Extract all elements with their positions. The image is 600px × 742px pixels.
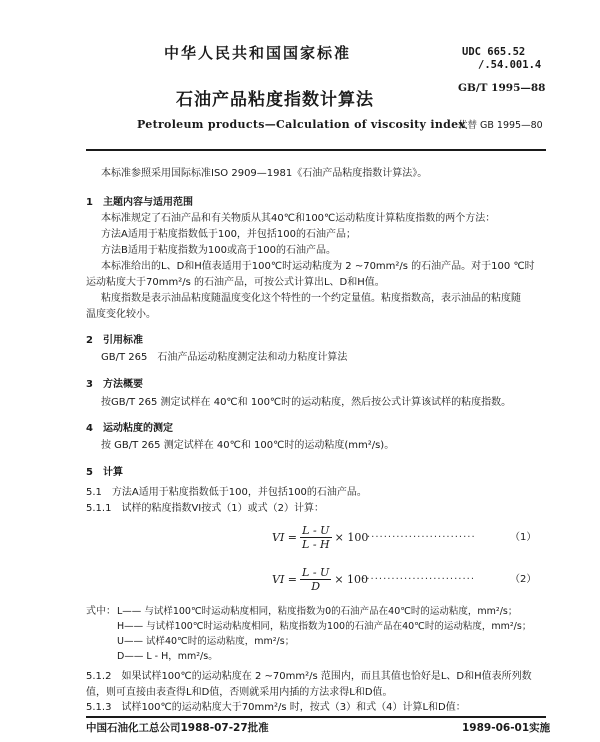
section-1-para-4b: 运动粘度大于70mm²/s 的石油产品，可按公式计算出L、D和H值。 — [86, 277, 385, 288]
subsection-5-1-2b: 值，则可直接由表查得L和D值，否则就采用内插的方法求得L和D值。 — [86, 687, 393, 698]
where-D: D—— L - H，mm²/s。 — [117, 651, 218, 662]
where-L: L—— 与试样100℃时运动粘度相同，粘度指数为0的石油产品在40℃时的运动粘度，mm²/s； — [117, 606, 518, 617]
formula-1-numerator: L - U — [300, 524, 332, 538]
replaces-standard: 代替 GB 1995—80 — [458, 120, 543, 131]
formula-2 — [272, 566, 368, 593]
section-1-heading: 1 主题内容与适用范围 — [86, 197, 193, 208]
section-3-heading: 3 方法概要 — [86, 379, 143, 390]
section-1-para-2: 方法A适用于粘度指数低于100，并包括100的石油产品； — [101, 229, 357, 240]
section-2-para-1: GB/T 265 石油产品运动粘度测定法和动力粘度计算法 — [101, 352, 348, 363]
formula-1-fraction — [300, 524, 332, 551]
footer-rule — [86, 716, 546, 718]
effective-date: 1989-06-01实施 — [462, 722, 551, 734]
formula-1-denominator: L - H — [302, 538, 330, 551]
section-2-heading: 2 引用标准 — [86, 335, 143, 346]
approval-date: 中国石油化工总公司1988-07-27批准 — [86, 722, 269, 734]
standard-number: GB/T 1995—88 — [458, 82, 546, 94]
section-1-para-3: 方法B适用于粘度指数为100或高于100的石油产品。 — [101, 245, 337, 256]
formula-2-fraction — [300, 566, 331, 593]
subsection-5-1-2a: 5.1.2 如果试样100℃的运动粘度在 2 ~70mm²/s 范围内，而且其值也恰好是L、D和H值表所列数 — [86, 671, 532, 682]
intro-text: 本标准参照采用国际标准ISO 2909—1981《石油产品粘度指数计算法》。 — [101, 168, 428, 179]
section-1-para-5a: 粘度指数是表示油品粘度随温度变化这个特性的一个约定量值。粘度指数高，表示油品的粘度随 — [101, 293, 521, 304]
where-H: H—— 与试样100℃时运动粘度相同，粘度指数为100的石油产品在40℃时的运动粘度，mm²/s； — [117, 621, 532, 632]
section-5-heading: 5 计算 — [86, 467, 123, 478]
where-label: 式中： — [86, 606, 116, 617]
udc-code-line1: UDC 665.52 — [462, 46, 526, 58]
where-U: U—— 试样40℃时的运动粘度，mm²/s； — [117, 636, 295, 647]
formula-1-leader: ·························· — [367, 532, 476, 543]
section-4-heading: 4 运动粘度的测定 — [86, 423, 173, 434]
section-4-para-1: 按 GB/T 265 测定试样在 40℃和 100℃时的运动粘度(mm²/s)。 — [101, 440, 395, 451]
formula-2-leader: ···························· — [358, 574, 476, 585]
udc-code-line2: /.54.001.4 — [478, 59, 542, 71]
section-3-para-1: 按GB/T 265 测定试样在 40℃和 100℃时的运动粘度，然后按公式计算该试样的粘度指数。 — [101, 397, 512, 408]
formula-2-denominator: D — [311, 580, 321, 593]
subsection-5-1-3: 5.1.3 试样100℃的运动粘度大于70mm²/s 时，按式（3）和式（4）计算L和D值： — [86, 702, 466, 713]
formula-2-lhs: VI = — [272, 573, 298, 586]
formula-2-number: （2） — [510, 574, 537, 585]
formula-2-rhs: × 100 — [334, 573, 369, 586]
section-1-para-4a: 本标准给出的L、D和H值表适用于100℃时运动粘度为 2 ~70mm²/s 的石油产品。对于100 ℃时 — [101, 261, 535, 272]
formula-1 — [272, 524, 368, 551]
document-title-en: Petroleum products—Calculation of viscosity index — [137, 118, 466, 131]
formula-1-lhs: VI = — [272, 531, 298, 544]
document-title-cn: 石油产品粘度指数计算法 — [176, 90, 374, 110]
formula-2-numerator: L - U — [302, 566, 330, 579]
subsection-5-1: 5.1 方法A适用于粘度指数低于100，并包括100的石油产品。 — [86, 487, 367, 498]
formula-1-number: （1） — [510, 532, 537, 543]
subsection-5-1-1: 5.1.1 试样的粘度指数VI按式（1）或式（2）计算： — [86, 503, 324, 514]
formula-1-rhs: × 100 — [334, 531, 369, 544]
section-1-para-5b: 温度变化较小。 — [86, 309, 156, 320]
header-rule — [86, 149, 546, 151]
section-1-para-1: 本标准规定了石油产品和有关物质从其40℃和100℃运动粘度计算粘度指数的两个方法： — [101, 213, 496, 224]
national-standard-heading: 中华人民共和国国家标准 — [164, 44, 352, 62]
